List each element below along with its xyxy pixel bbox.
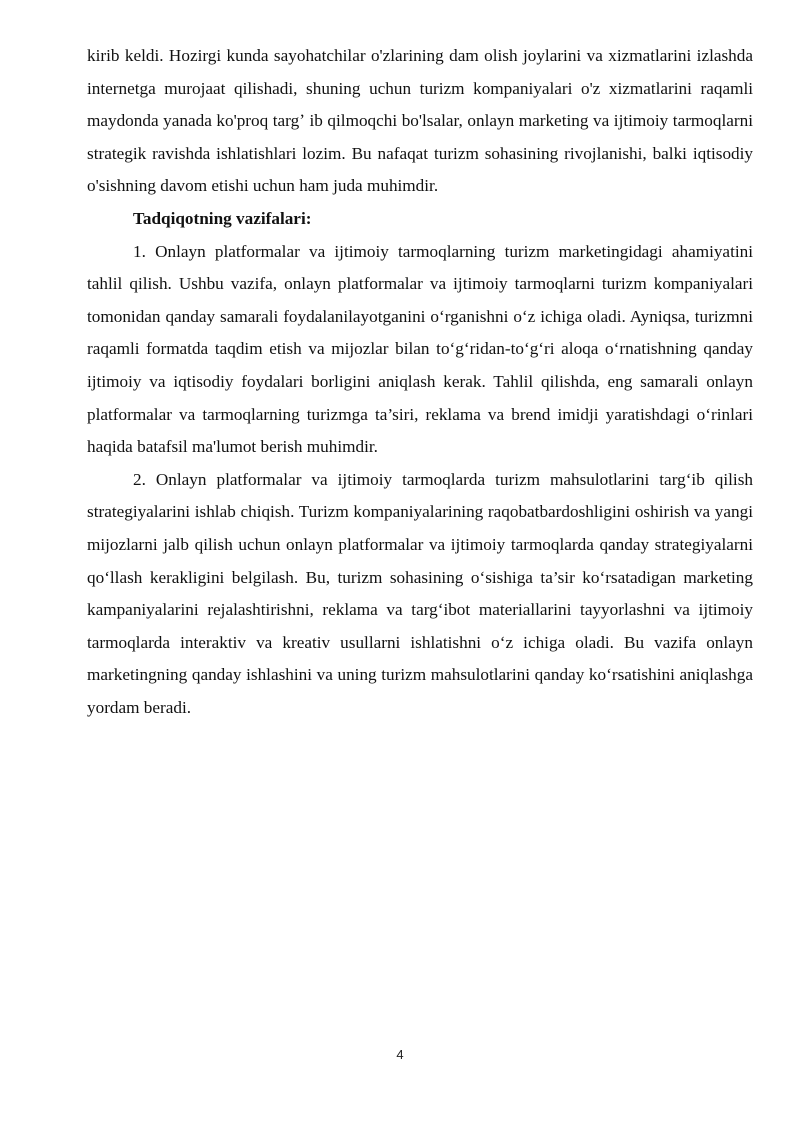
paragraph-task-2: 2. Onlayn platformalar va ijtimoiy tarmoqlarda turizm mahsulotlarini targ‘ib qilish strategiyalarini ishlab chiqish. Turizm kompaniyalarining raqobatbardoshligini oshirish va yangi mijozlarni jalb qilish uchun onlayn platformalar va ijtimoiy tarmoqlarda qanday strategiyalarni qo‘llash kerakligini belgilash. Bu, turizm sohasining o‘sishiga ta’sir ko‘rsatadigan marketing kampaniyalarini rejalashtirishni, reklama va targ‘ibot materiallarini tayyorlashni va ijtimoiy tarmoqlarda interaktiv va kreativ usullarni ishlatishni o‘z ichiga oladi. Bu vazifa onlayn marketingning qanday ishlashini va uning turizm mahsulotlarini qanday ko‘rsatishini aniqlashga yordam beradi. (87, 469, 753, 717)
paragraph-intro-continuation: kirib keldi. Hozirgi kunda sayohatchilar o'zlarining dam olish joylarini va xizmatlarini izlashda internetga murojaat qilishadi, shuning uchun turizm kompaniyalari o'z xizmatlarini raqamli maydonda yanada ko'proq targʼ ib qilmoqchi bo'lsalar, onlayn marketing va ijtimoiy tarmoqlarni strategik ravishda ishlatishlari lozim. Bu nafaqat turizm sohasining rivojlanishi, balki iqtisodiy o'sishning davom etishi uchun ham juda muhimdir. (87, 46, 753, 196)
page-number: 4 (396, 1047, 404, 1062)
section-heading: Tadqiqotning vazifalari: (133, 208, 312, 228)
document-page (87, 40, 753, 724)
paragraph-task-1: 1. Onlayn platformalar va ijtimoiy tarmoqlarning turizm marketingidagi ahamiyatini tahlil qilish. Ushbu vazifa, onlayn platformalar va ijtimoiy tarmoqlarni turizm kompaniyalari tomonidan qanday samarali foydalanilayotganini o‘rganishni o‘z ichiga oladi. Ayniqsa, turizmni raqamli formatda taqdim etish va mijozlar bilan to‘g‘ridan-to‘g‘ri aloqa o‘rnatishning qanday ijtimoiy va iqtisodiy foydalari borligini aniqlash kerak. Tahlil qilishda, eng samarali onlayn platformalar va tarmoqlarning turizmga ta’siri, reklama va brend imidji yaratishdagi o‘rinlari haqida batafsil ma'lumot berish muhimdir. (87, 241, 753, 457)
